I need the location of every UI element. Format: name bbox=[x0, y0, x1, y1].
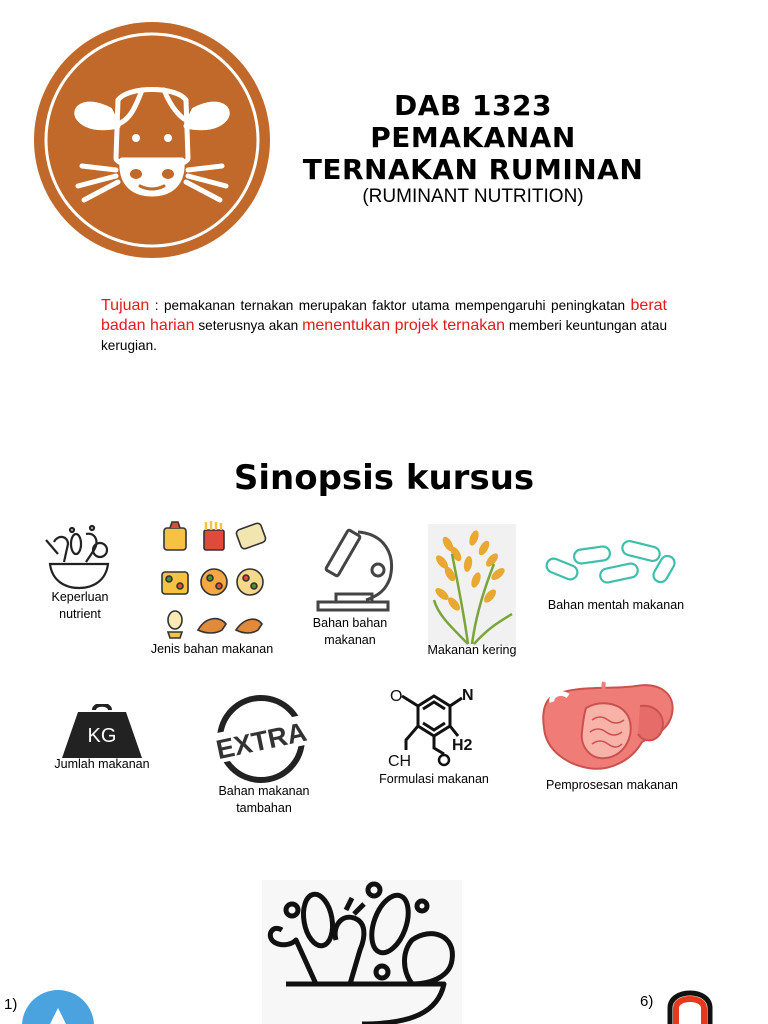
label-supplement: Bahan makanan tambahan bbox=[218, 784, 310, 815]
salad-bowl-icon bbox=[42, 522, 116, 592]
microscope-icon bbox=[306, 524, 398, 616]
label-formulation: Formulasi makanan bbox=[379, 772, 489, 786]
footer-number-1: 1) bbox=[4, 996, 18, 1013]
large-salad-bowl-icon bbox=[262, 880, 462, 1024]
kg-weight-icon bbox=[60, 704, 144, 760]
course-title-line-2: TERNAKAN RUMINAN bbox=[302, 153, 644, 186]
label-processing: Pemprosesan makanan bbox=[545, 778, 679, 792]
label-food-types: Jenis bahan makanan bbox=[150, 642, 274, 656]
rice-plant-icon bbox=[428, 524, 516, 646]
stomach-icon bbox=[540, 680, 678, 774]
objective-highlight-1: berat badan harian bbox=[101, 297, 667, 334]
objective-paragraph bbox=[101, 296, 667, 356]
label-dry-feed: Makanan kering bbox=[427, 643, 517, 657]
synopsis-title: Sinopsis kursus bbox=[233, 458, 535, 498]
title-block bbox=[280, 90, 666, 208]
label-food-materials: Bahan bahan makanan bbox=[312, 616, 388, 647]
cow-logo bbox=[32, 20, 272, 260]
chem-ch-text: CH bbox=[388, 753, 412, 770]
label-amount: Jumlah makanan bbox=[54, 757, 150, 771]
extra-text: EXTRA bbox=[213, 716, 310, 766]
chem-h2-text: H2 bbox=[452, 737, 473, 754]
food-types-icon bbox=[158, 520, 270, 642]
objective-text-3: memberi keuntungan atau kerugian. bbox=[101, 318, 667, 353]
kg-text: KG bbox=[87, 725, 117, 747]
footer-number-6: 6) bbox=[640, 993, 654, 1010]
label-nutrient: Keperluan nutrient bbox=[51, 590, 109, 621]
course-subtitle: (RUMINANT NUTRITION) bbox=[362, 186, 584, 207]
label-raw-materials: Bahan mentah makanan bbox=[547, 598, 685, 612]
objective-text-1: : pemakanan ternakan merupakan faktor utama mempengaruhi peningkatan bbox=[149, 298, 631, 313]
chemical-formula-icon bbox=[384, 684, 484, 770]
blue-badge-icon bbox=[20, 988, 96, 1024]
extra-stamp-icon bbox=[210, 694, 312, 784]
pellets-icon bbox=[544, 540, 680, 590]
objective-highlight-2: menentukan projek ternakan bbox=[302, 317, 506, 334]
objective-heading: Tujuan bbox=[101, 297, 150, 314]
chem-n-text: N bbox=[462, 687, 474, 704]
right-eye bbox=[164, 134, 172, 142]
course-code: DAB 1323 bbox=[394, 89, 552, 122]
objective-text-2: seterusnya akan bbox=[194, 318, 303, 333]
red-tube-icon bbox=[664, 984, 716, 1024]
course-title-line-1: PEMAKANAN bbox=[370, 121, 576, 154]
left-eye bbox=[132, 134, 140, 142]
chem-o-text: O bbox=[390, 688, 403, 705]
